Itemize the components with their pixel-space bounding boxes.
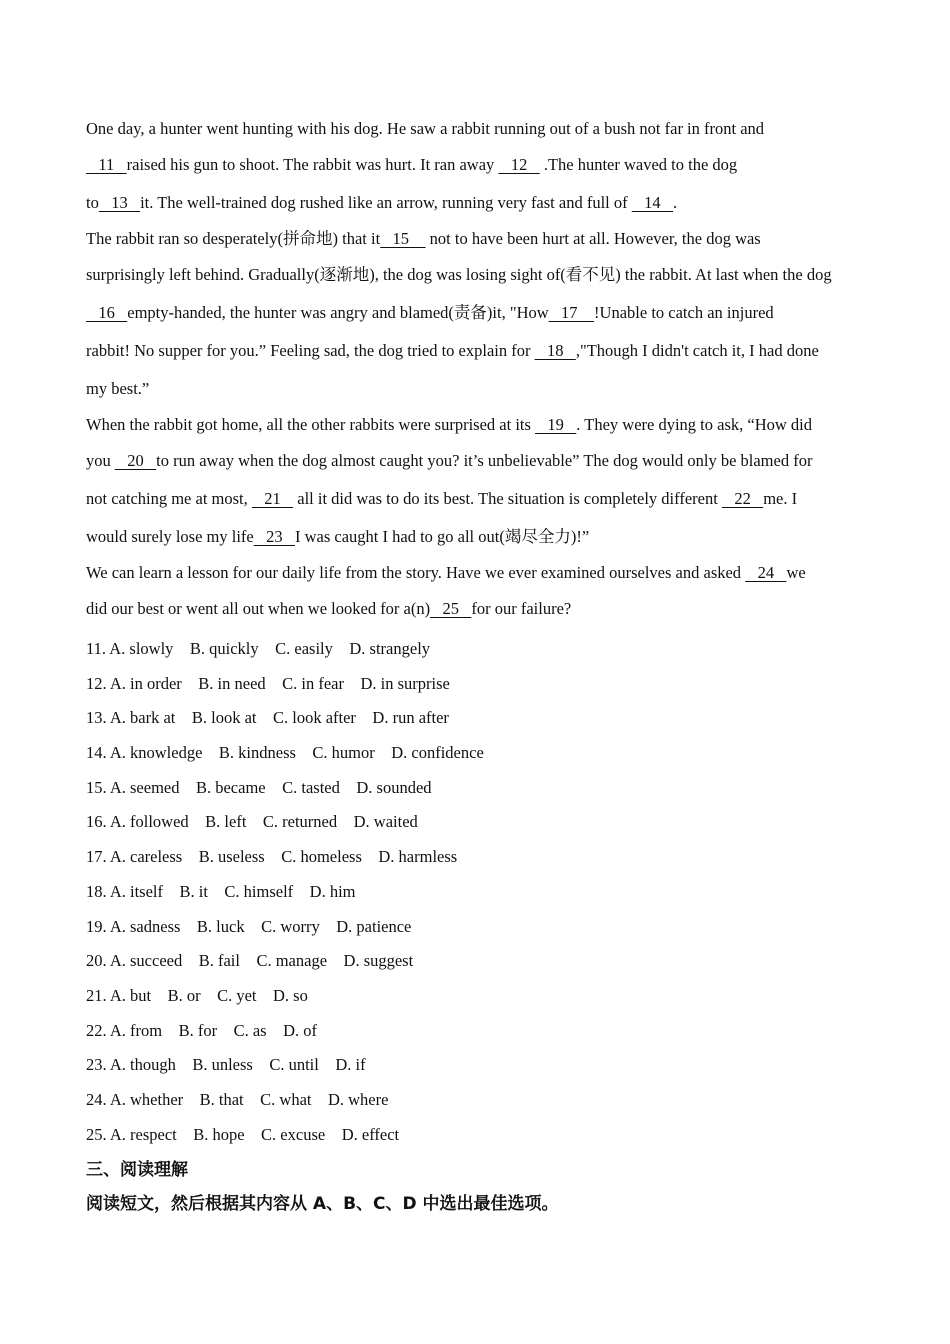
answer-blank: 19 (535, 415, 577, 434)
passage-paragraph (86, 222, 866, 408)
section-instruction: 阅读短文，然后根据其内容从 A、B、C、D 中选出最佳选项。 (86, 1194, 559, 1215)
passage-text: all it did was to do its best. The situation is completely different (293, 489, 722, 508)
passage-text: .The hunter waved to the dog (539, 155, 738, 174)
option-line: 14. A. knowledge B. kindness C. humor D. confidence (86, 743, 484, 763)
passage-line (86, 370, 866, 408)
option-line: 16. A. followed B. left C. returned D. waited (86, 812, 418, 832)
passage-line (86, 332, 866, 370)
passage-line (86, 480, 866, 518)
answer-blank: 15 (380, 229, 426, 248)
passage-text: would surely lose my life (86, 527, 254, 546)
passage-text: me. I (763, 489, 798, 508)
option-line: 24. A. whether B. that C. what D. where (86, 1089, 389, 1109)
answer-blank: 13 (98, 193, 141, 212)
passage-text: we (786, 563, 806, 582)
passage-paragraph (86, 112, 866, 222)
option-line: 19. A. sadness B. luck C. worry D. patience (86, 916, 412, 936)
passage-line (86, 112, 866, 146)
answer-blank: 22 (721, 489, 764, 508)
option-line: 12. A. in order B. in need C. in fear D. in surprise (86, 673, 450, 693)
answer-blank: 16 (86, 303, 128, 322)
passage-text: to run away when the dog almost caught you? it’s unbelievable” The dog would only be blamed for (156, 451, 813, 470)
passage-line (86, 294, 866, 332)
passage-text: ,"Though I didn't catch it, I had done (575, 341, 819, 360)
passage-text: my best.” (86, 379, 150, 398)
passage-text: surprisingly left behind. Gradually(逐渐地), the dog was losing sight of(看不见) the rabbit. At last when the dog (86, 265, 832, 284)
passage-text: When the rabbit got home, all the other rabbits were surprised at its (86, 415, 536, 434)
option-line: 11. A. slowly B. quickly C. easily D. strangely (86, 639, 431, 658)
document-page (86, 112, 866, 1221)
answer-blank: 24 (745, 563, 787, 582)
passage-text: One day, a hunter went hunting with his dog. He saw a rabbit running out of a bush not far in front and (86, 119, 765, 138)
option-line: 23. A. though B. unless C. until D. if (86, 1055, 366, 1075)
answer-blank: 23 (253, 527, 295, 546)
answer-blank: 20 (114, 451, 157, 470)
passage-line (86, 256, 866, 294)
cloze-passage (86, 112, 866, 628)
answer-blank: 17 (548, 303, 595, 322)
passage-line (86, 518, 866, 556)
section-title: 三、阅读理解 (86, 1160, 188, 1181)
passage-line (86, 222, 866, 256)
passage-text: I was caught I had to go all out(竭尽全力)!” (294, 527, 590, 546)
passage-text: raised his gun to shoot. The rabbit was hurt. It ran away (126, 155, 499, 174)
passage-text: for our failure? (471, 599, 572, 618)
passage-line (86, 184, 866, 222)
passage-paragraph (86, 556, 866, 628)
answer-blank: 25 (430, 599, 472, 618)
passage-line (86, 442, 866, 480)
passage-text: it. The well-trained dog rushed like an arrow, running very fast and full of (140, 193, 632, 212)
answer-blank: 14 (631, 193, 673, 212)
passage-line (86, 590, 866, 628)
passage-text: empty-handed, the hunter was angry and blamed(责备)it, "How (127, 303, 549, 322)
passage-paragraph (86, 408, 866, 556)
option-line: 25. A. respect B. hope C. excuse D. effect (86, 1124, 400, 1144)
passage-line (86, 146, 866, 184)
answer-options-list (86, 632, 866, 1152)
passage-text: not to have been hurt at all. However, the dog was (425, 229, 761, 248)
passage-text: to (86, 193, 99, 212)
passage-line (86, 556, 866, 590)
option-line: 13. A. bark at B. look at C. look after D. run after (86, 708, 449, 728)
passage-text: !Unable to catch an injured (594, 303, 774, 322)
passage-text: did our best or went all out when we looked for a(n) (86, 599, 431, 618)
option-line: 22. A. from B. for C. as D. of (86, 1020, 317, 1040)
answer-blank: 18 (534, 341, 576, 360)
option-line: 21. A. but B. or C. yet D. so (86, 985, 308, 1005)
option-line: 17. A. careless B. useless C. homeless D. harmless (86, 847, 458, 867)
passage-text: We can learn a lesson for our daily life from the story. Have we ever examined ourselves and asked (86, 563, 746, 582)
passage-text: . They were dying to ask, “How did (576, 415, 812, 434)
passage-text: you (86, 451, 115, 470)
option-line: 15. A. seemed B. became C. tasted D. sounded (86, 777, 432, 797)
answer-blank: 11 (86, 155, 127, 174)
passage-line (86, 408, 866, 442)
answer-blank: 21 (251, 489, 294, 508)
passage-text: The rabbit ran so desperately(拼命地) that it (86, 229, 381, 248)
passage-text: not catching me at most, (86, 489, 252, 508)
passage-text: . (673, 193, 678, 212)
passage-text: rabbit! No supper for you.” Feeling sad, the dog tried to explain for (86, 341, 535, 360)
answer-blank: 12 (498, 155, 540, 174)
option-line: 18. A. itself B. it C. himself D. him (86, 881, 356, 901)
option-line: 20. A. succeed B. fail C. manage D. suggest (86, 951, 414, 971)
